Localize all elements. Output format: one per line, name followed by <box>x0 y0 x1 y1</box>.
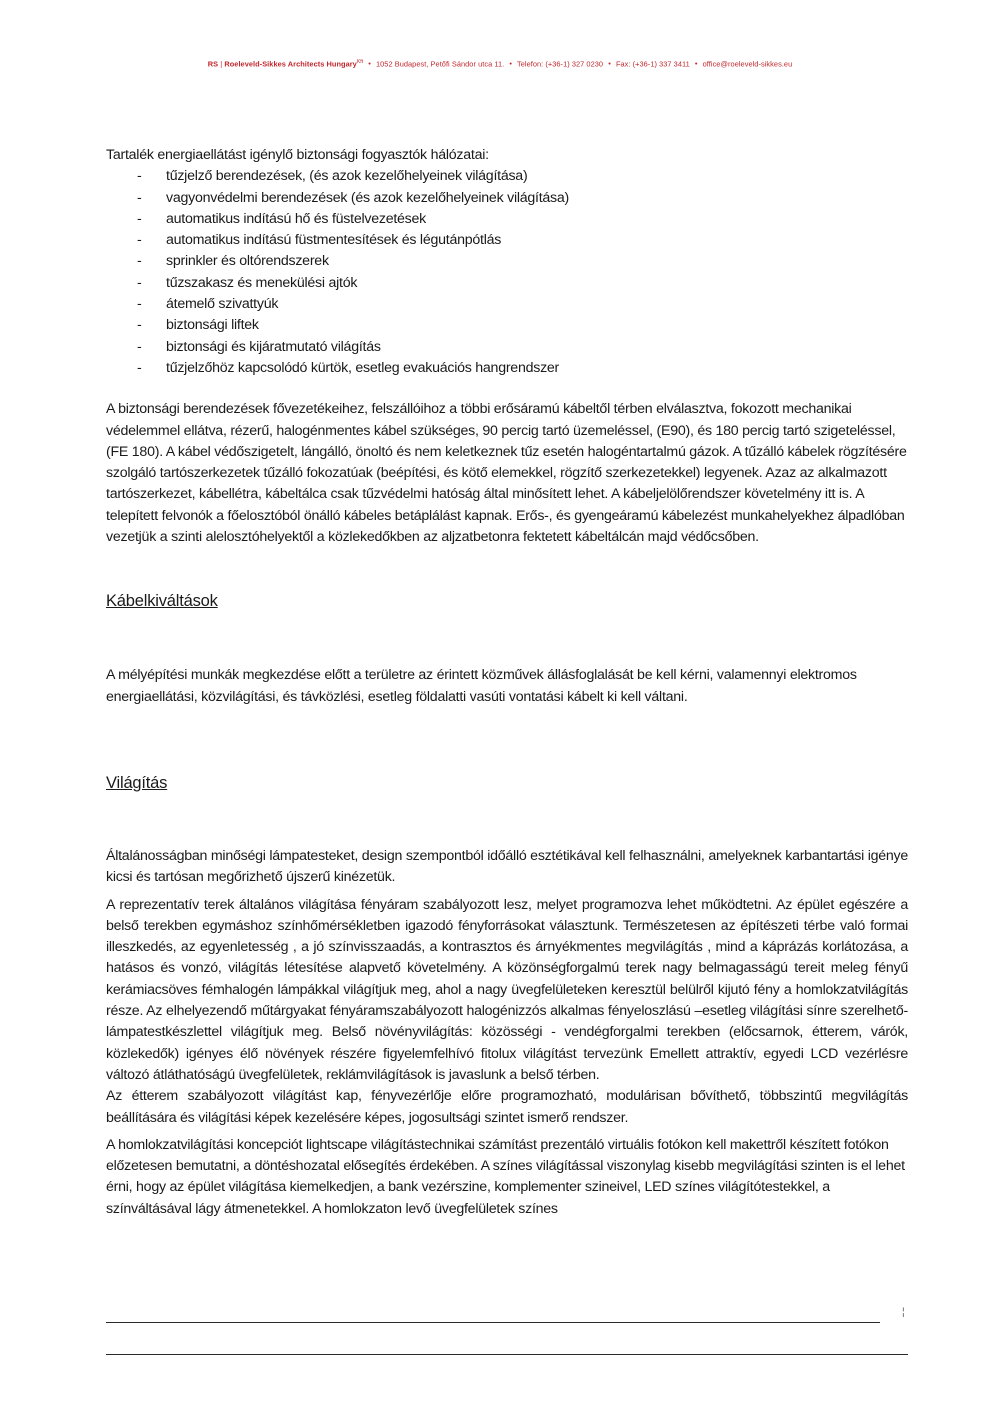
company-address: 1052 Budapest, Petőfi Sándor utca 11. <box>375 59 505 69</box>
list-item-text: sprinkler és oltórendszerek <box>166 253 329 270</box>
dash-marker: - <box>137 274 142 291</box>
dash-marker: - <box>137 338 142 355</box>
page-marker: ¦ <box>902 1307 905 1318</box>
list-intro: Tartalék energiaellátást igénylő biztonsági fogyasztók hálózatai: <box>106 147 489 163</box>
company-email[interactable]: office@roeleveld-sikkes.eu <box>702 59 793 69</box>
bullet-separator: • <box>608 59 611 69</box>
dash-marker: - <box>137 210 142 227</box>
list-item <box>106 337 908 358</box>
list-item-text: tűzjelzőhöz kapcsolódó kürtök, esetleg evakuációs hangrendszer <box>166 359 560 376</box>
lighting-restaurant-paragraph: Az étterem szabályozott világítást kap, fényvezérlője előre programozható, modulárisan bővíthető, többszintű megvilágítás beállítására és világítási képek kezelésére képes, jogosultsági szintet ismerő rendszer. <box>106 1088 908 1126</box>
footer-rule-top <box>106 1322 880 1323</box>
letterhead-divider: | <box>220 59 223 69</box>
dash-marker: - <box>137 253 142 270</box>
company-name: Roeleveld-Sikkes Architects Hungary <box>224 59 357 69</box>
company-fax: Fax: (+36-1) 337 3411 <box>615 59 690 69</box>
list-item <box>106 209 908 230</box>
list-item <box>106 358 908 379</box>
list-item <box>106 251 908 272</box>
dash-marker: - <box>137 232 142 249</box>
dash-marker: - <box>137 189 142 206</box>
document-body <box>106 145 908 1220</box>
letterhead <box>0 59 1000 68</box>
facade-lighting-paragraph: A homlokzatvilágítási koncepciót lightscape világítástechnikai számítást prezentáló virtuális fotókon kell makettről készített fotókon előzetesen bemutatni, a döntéshozatal elősegítés érdekében. A színes világítással viszonylag kisebb megvilágítási szinten is el lehet érni, hogy az épület világítása kiemelkedjen, a bank vezérszine, komplementer szineivel, LED színes világítótestekkel, a színváltásával lágy átmenetekkel. A homlokzaton levő üvegfelületek színes <box>106 1136 905 1217</box>
list-item-text: átemelő szivattyúk <box>166 296 279 313</box>
list-item-text: automatikus indítású füstmentesítések és légutánpótlás <box>166 232 502 249</box>
section-heading-cable-replacement: Kábelkiváltások <box>106 592 218 611</box>
dash-marker: - <box>137 359 142 376</box>
consumer-list <box>106 166 908 379</box>
lighting-representative-paragraph: A reprezentatív terek általános világítása fényáram szabályozott lesz, melyet programozva lehet működtetni. Az épület egészére a belső terekben egymáshoz színhőmérsékletben igazodó fényforrásokat választunk. Természetesen az építészeti térbe való formai illeszkedés, az egyenletesség , a jó színvisszaadás, a kontrasztos és árnyékmentes megvilágítás , mind a káprázás korlátozása, a hatásos és vonzó, világítás létesítése alapvető követelmény. A közönségforgalmú terek nagy belmagasságú tereit meleg fényű kerámiacsöves fémhalogén lámpákkal világítjuk meg, ahol a nagy üvegfelületeken keresztül belülről kijutó fény a homlokzatvilágítás része. Az elhelyezendő műtárgyakat fényáramszabályozott halogénizzós alkalmas fényeloszlású –esetleg világítási sínre szerelhető- lámpatestkészlettel világítjuk meg. Belső növényvilágítás: közösségi - vendégforgalmi terekben (előcsarnok, étterem, várók, közlekedők) igényes élő növények részére figyelemfelhívó fitolux világítást tervezünk Emellett attraktív, egyedi LCD vezérlésre változó átláthatóságú üvegfelületek, reklámvilágítások is javaslunk a belső térben. <box>106 896 908 1083</box>
list-item-text: biztonsági liftek <box>166 317 259 334</box>
footer-rule-bottom <box>106 1354 908 1355</box>
company-phone: Telefon: (+36-1) 327 0230 <box>516 59 604 69</box>
list-item <box>106 230 908 251</box>
section-heading-lighting: Világítás <box>106 773 168 792</box>
list-item <box>106 273 908 294</box>
bullet-separator: • <box>509 59 512 69</box>
company-initials: RS <box>207 59 219 69</box>
list-item-text: vagyonvédelmi berendezések (és azok kezelőhelyeinek világítása) <box>166 189 570 206</box>
company-suffix: Kft <box>356 59 364 65</box>
bullet-separator: • <box>368 59 371 69</box>
dash-marker: - <box>137 317 142 334</box>
list-item <box>106 294 908 315</box>
dash-marker: - <box>137 296 142 313</box>
list-item <box>106 166 908 187</box>
list-item-text: tűzjelző berendezések, (és azok kezelőhelyeinek világítása) <box>166 168 528 185</box>
list-item-text: tűzszakasz és menekülési ajtók <box>166 274 358 291</box>
lighting-general-paragraph: Általánosságban minőségi lámpatesteket, design szempontból időálló esztétikával kell felhasználni, amelyeknek karbantartási igénye kicsi és tartósan megőrizhető újszerű kinézetük. <box>106 847 908 886</box>
cable-replacement-paragraph: A mélyépítési munkák megkezdése előtt a területre az érintett közművek állásfoglalását be kell kérni, valamennyi elektromos energiaellátási, közvilágítási, és távközlési, esetleg földalatti vasúti vontatási kábelt ki kell váltani. <box>106 667 857 705</box>
list-item <box>106 188 908 209</box>
list-item-text: biztonsági és kijáratmutató világítás <box>166 338 381 355</box>
dash-marker: - <box>137 168 142 185</box>
list-item-text: automatikus indítású hő és füstelvezetések <box>166 210 427 227</box>
bullet-separator: • <box>694 59 698 69</box>
safety-cabling-paragraph: A biztonsági berendezések fővezetékeihez, felszállóihoz a többi erősáramú kábeltől térben elválasztva, fokozott mechanikai védelemmel ellátva, rézerű, halogénmentes kábel szükséges, 90 percig tartó üzemeléssel, (E90), és 180 percig tartó szigeteléssel, (FE 180). A kábel védőszigetelt, lángálló, önoltó és nem keletkeznek tűz esetén halogéntartalmú gázok. A tűzálló kábelek rögzítésére szolgáló tartószerkezetek tűzálló fokozatúak (beépítési, és kötő elemekkel, rögzítő szerkezetekkel) legyenek. Azaz az alkalmazott tartószerkezet, kábellétra, kábeltálca csak tűzvédelmi hatóság által minősített lehet. A kábeljelölőrendszer követelmény itt is. A telepített felvonók a főelosztóból önálló kábeles betáplálást kapnak. Erős-, és gyengeáramú kábelezést munkahelyekhez álpadlóban vezetjük a szinti alelosztóhelyektől a közlekedőkben az aljzatbetonra fektetett kábeltálcán majd védőcsőben. <box>106 401 907 546</box>
list-item <box>106 315 908 336</box>
